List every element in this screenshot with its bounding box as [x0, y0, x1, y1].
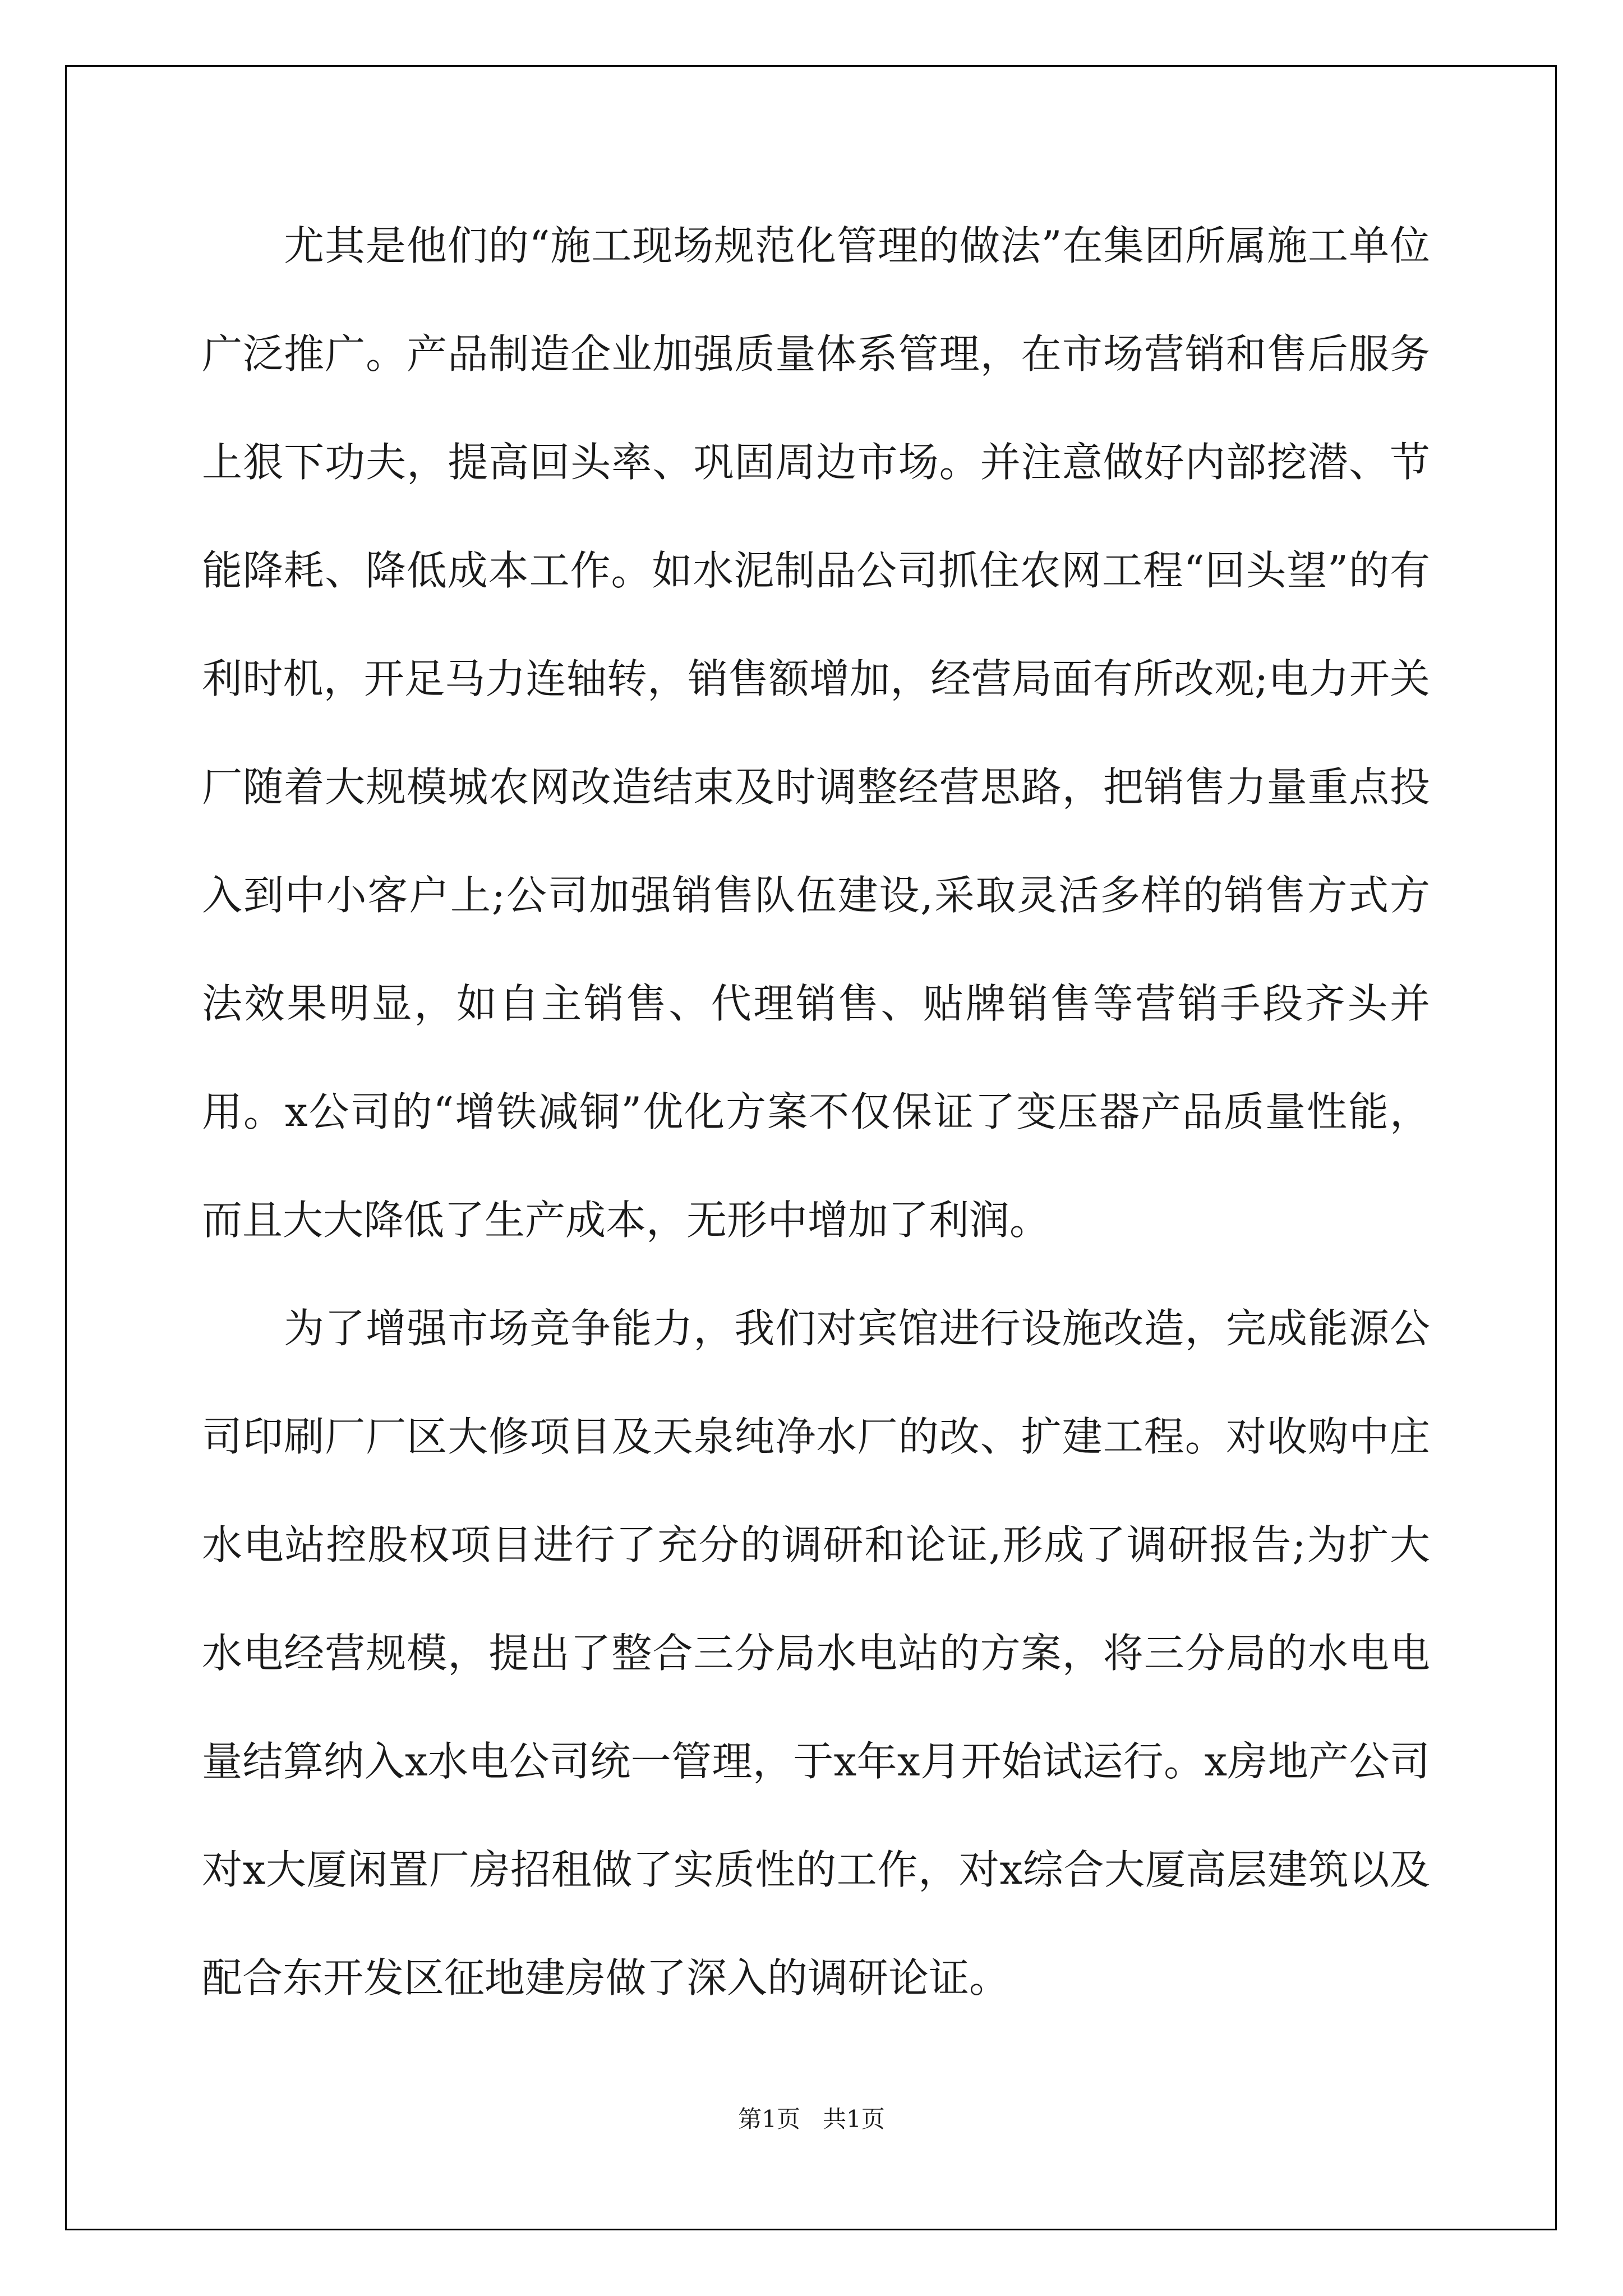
- paragraph-2: 为了增强市场竞争能力，我们对宾馆进行设施改造，完成能源公司印刷厂厂区大修项目及天泉纯净水厂的改、扩建工程。对收购中庄水电站控股权项目进行了充分的调研和论证,形成了调研报告;为扩大水电经营规模，提出了整合三分局水电站的方案，将三分局的水电电量结算纳入x水电公司统一管理，于x年x月开始试运行。x房地产公司对x大厦闲置厂房招租做了实质性的工作，对x综合大厦高层建筑以及配合东开发区征地建房做了深入的调研论证。: [202, 1305, 1430, 2001]
- document-body: [202, 192, 1430, 2032]
- page-footer: 第1页 共1页: [738, 2105, 885, 2133]
- paragraph-1: 尤其是他们的“施工现场规范化管理的做法”在集团所属施工单位广泛推广。产品制造企业加强质量体系管理，在市场营销和售后服务上狠下功夫，提高回头率、巩固周边市场。并注意做好内部挖潜、节能降耗、降低成本工作。如水泥制品公司抓住农网工程“回头望”的有利时机，开足马力连轴转，销售额增加，经营局面有所改观;电力开关厂随着大规模城农网改造结束及时调整经营思路，把销售力量重点投入到中小客户上;公司加强销售队伍建设,采取灵活多样的销售方式方法效果明显，如自主销售、代理销售、贴牌销售等营销手段齐头并用。x公司的“增铁减铜”优化方案不仅保证了变压器产品质量性能，而且大大降低了生产成本，无形中增加了利润。: [202, 222, 1430, 1244]
